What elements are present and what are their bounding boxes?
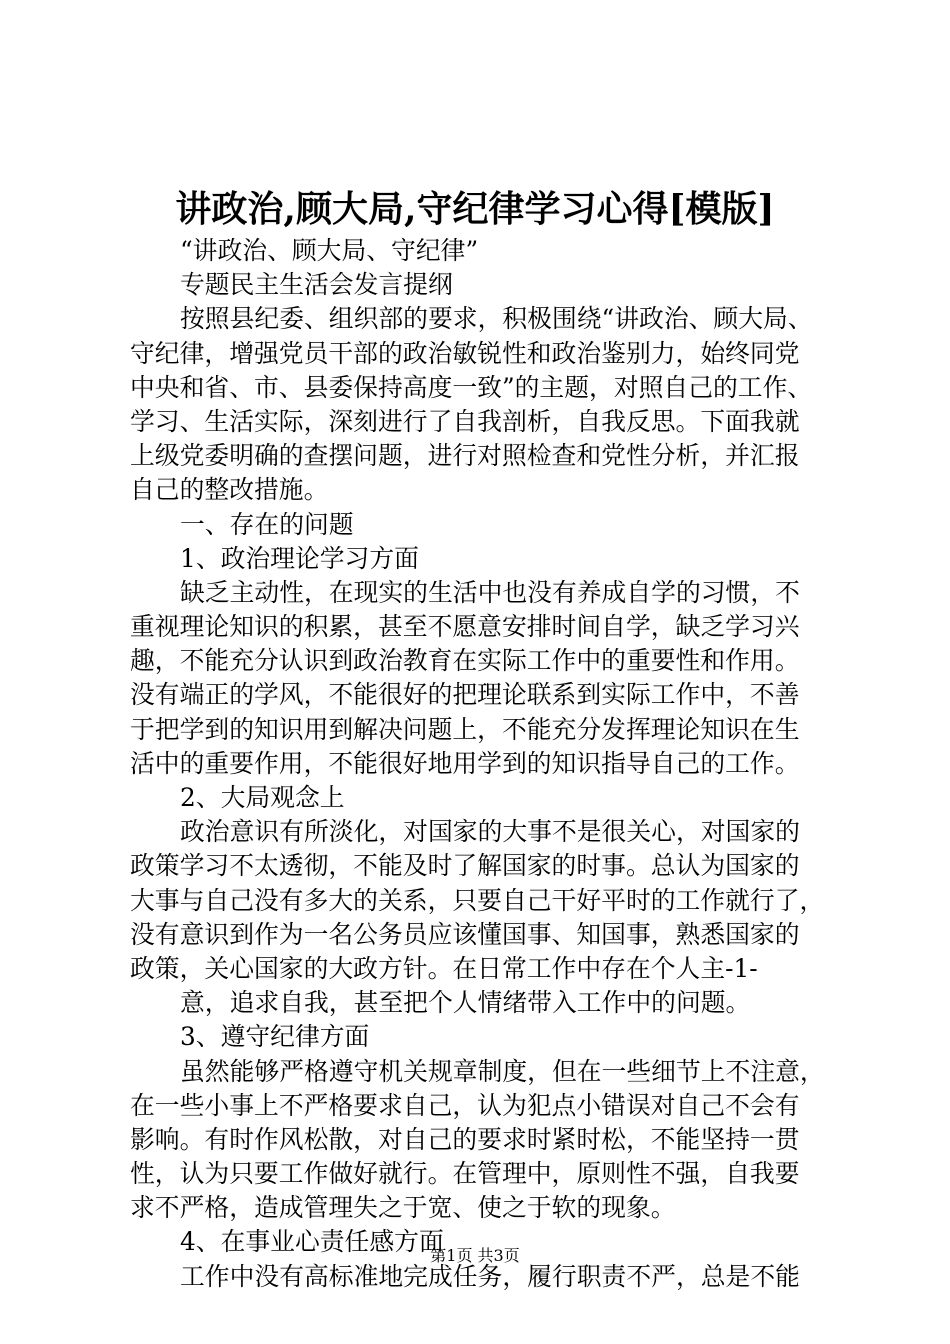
page-footer: 第1页 共3页 [430,1246,520,1265]
text-line: 虽然能够严格遵守机关规章制度，但在一些细节上不注意， [180,1056,825,1086]
text-line: 大事与自己没有多大的关系，只要自己干好平时的工作就行了， [130,885,825,915]
text-line: 2、大局观念上 [180,783,345,812]
text-line: “讲政治、顾大局、守纪律” [180,236,479,265]
text-line: 缺乏主动性，在现实的生活中也没有养成自学的习惯，不 [180,577,800,607]
text-line: 活中的重要作用，不能很好地用学到的知识指导自己的工作。 [130,748,800,778]
text-line: 意，追求自我，甚至把个人情绪带入工作中的问题。 [180,988,751,1018]
text-line: 政策，关心国家的大政方针。在日常工作中存在个人主-1- [130,953,758,983]
text-line: 专题民主生活会发言提纲 [180,270,453,300]
text-line: 求不严格，造成管理失之于宽、使之于软的现象。 [130,1193,676,1223]
text-line: 在一些小事上不严格要求自己，认为犯点小错误对自己不会有 [130,1090,800,1120]
text-line: 政策学习不太透彻，不能及时了解国家的时事。总认为国家的 [130,851,800,881]
text-line: 于把学到的知识用到解决问题上，不能充分发挥理论知识在生 [130,714,800,744]
text-line: 趣，不能充分认识到政治教育在实际工作中的重要性和作用。 [130,646,800,676]
text-line: 按照县纪委、组织部的要求，积极围绕“讲政治、顾大局、 [180,304,813,334]
text-line: 上级党委明确的查摆问题，进行对照检查和党性分析，并汇报 [130,441,800,471]
text-line: 3、遵守纪律方面 [180,1022,370,1052]
text-line: 性，认为只要工作做好就行。在管理中，原则性不强，自我要 [130,1159,800,1189]
text-line: 一、存在的问题 [180,509,354,539]
text-line: 4、在事业心责任感方面 [180,1227,444,1257]
text-line: 影响。有时作风松散，对自己的要求时紧时松，不能坚持一贯 [130,1124,800,1154]
document-title: 讲政治,顾大局,守纪律学习心得[模版] [175,188,775,230]
text-line: 工作中没有高标准地完成任务，履行职责不严，总是不能 [180,1261,800,1291]
text-line: 守纪律，增强党员干部的政治敏锐性和政治鉴别力，始终同党 [130,338,800,368]
text-line: 没有端正的学风，不能很好的把理论联系到实际工作中，不善 [130,680,800,710]
text-line: 1、政治理论学习方面 [180,543,419,573]
text-line: 中央和省、市、县委保持高度一致”的主题，对照自己的工作、 [130,372,813,402]
text-line: 重视理论知识的积累，甚至不愿意安排时间自学，缺乏学习兴 [130,612,800,642]
document-body [130,234,830,1294]
text-line: 政治意识有所淡化，对国家的大事不是很关心，对国家的 [180,817,800,847]
text-line: 没有意识到作为一名公务员应该懂国事、知国事，熟悉国家的 [130,919,800,949]
text-line: 学习、生活实际，深刻进行了自我剖析，自我反思。下面我就 [130,406,800,436]
text-line: 自己的整改措施。 [130,475,329,505]
